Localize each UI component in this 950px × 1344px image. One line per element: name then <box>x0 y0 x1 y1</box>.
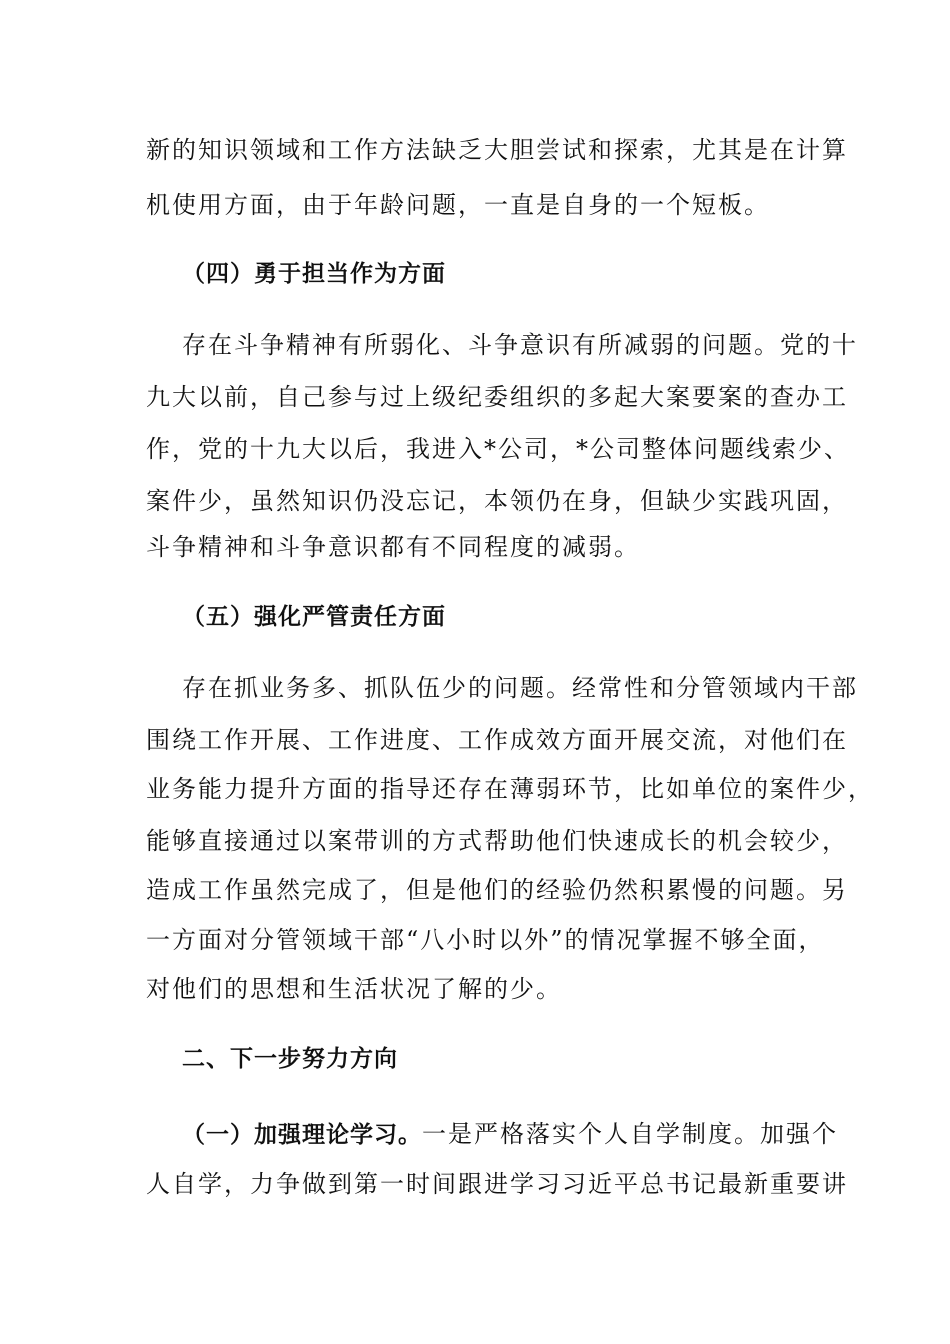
paragraph-line: 新的知识领域和工作方法缺乏大胆尝试和探索，尤其是在计算 <box>146 136 848 164</box>
paragraph-line: 围绕工作开展、工作进度、工作成效方面开展交流，对他们在 <box>146 726 848 754</box>
item-text: 一是严格落实个人自学制度。加强个 <box>422 1120 838 1148</box>
item-lead: （一）加强理论学习。 <box>182 1122 422 1148</box>
section-heading-4: （四）勇于担当作为方面 <box>182 261 446 287</box>
paragraph-line: 存在斗争精神有所弱化、斗争意识有所减弱的问题。党的十 <box>182 331 858 359</box>
paragraph-line: 作，党的十九大以后，我进入*公司，*公司整体问题线索少、 <box>146 435 850 463</box>
paragraph-line: 一方面对分管领域干部“八小时以外”的情况掌握不够全面， <box>146 926 825 954</box>
paragraph-line: 案件少，虽然知识仍没忘记，本领仍在身，但缺少实践巩固， <box>146 487 848 515</box>
paragraph-line: 存在抓业务多、抓队伍少的问题。经常性和分管领域内干部 <box>182 674 858 702</box>
paragraph-line: 业务能力提升方面的指导还存在薄弱环节，比如单位的案件少， <box>146 775 874 803</box>
paragraph-line <box>182 1118 838 1151</box>
paragraph-line: 人自学，力争做到第一时间跟进学习习近平总书记最新重要讲 <box>146 1170 848 1198</box>
paragraph-line: 斗争精神和斗争意识都有不同程度的减弱。 <box>146 533 640 561</box>
paragraph-line: 机使用方面，由于年龄问题，一直是自身的一个短板。 <box>146 191 770 219</box>
paragraph-line: 对他们的思想和生活状况了解的少。 <box>146 975 562 1003</box>
section-heading-5: （五）强化严管责任方面 <box>182 604 446 630</box>
paragraph-line: 能够直接通过以案带训的方式帮助他们快速成长的机会较少， <box>146 827 848 855</box>
paragraph-line: 造成工作虽然完成了，但是他们的经验仍然积累慢的问题。另 <box>146 876 848 904</box>
part-heading-2: 二、下一步努力方向 <box>182 1046 398 1072</box>
paragraph-line: 九大以前，自己参与过上级纪委组织的多起大案要案的查办工 <box>146 383 848 411</box>
